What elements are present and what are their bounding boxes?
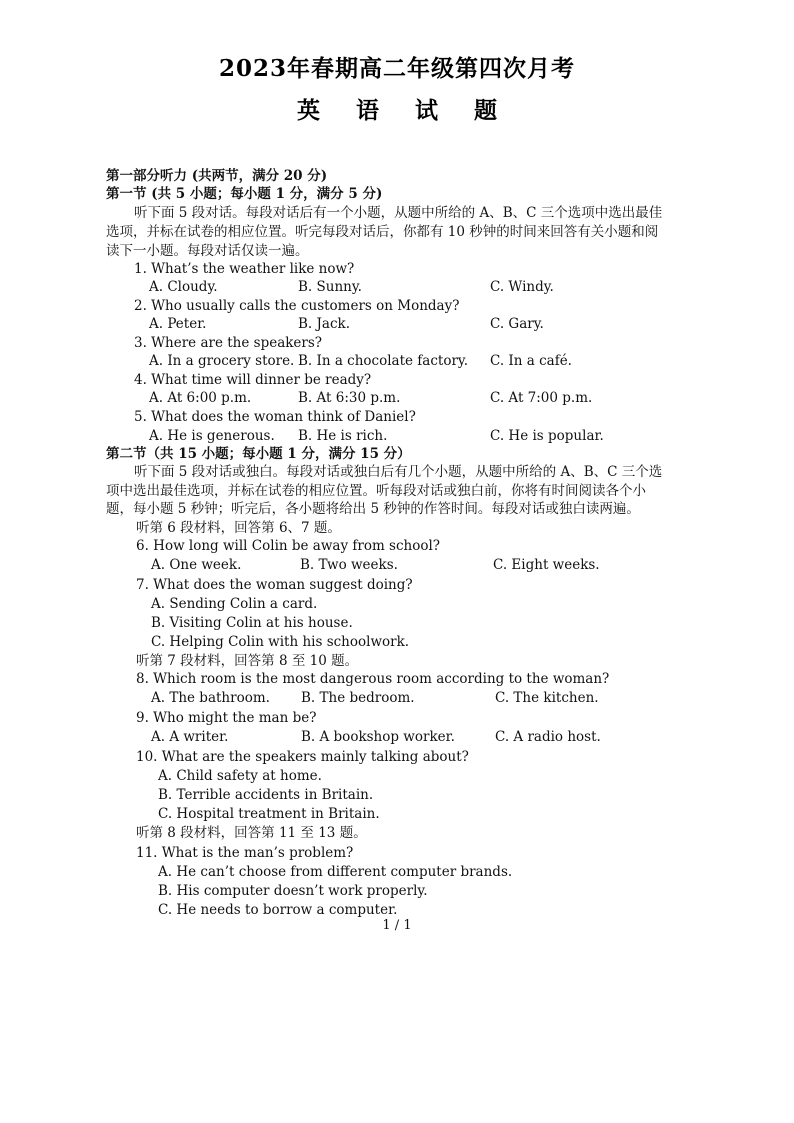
question-1-option-c: C. Windy. bbox=[490, 279, 554, 295]
material-7-note: 听第 7 段材料，回答第 8 至 10 题。 bbox=[136, 653, 359, 669]
material-8-note: 听第 8 段材料，回答第 11 至 13 题。 bbox=[136, 825, 367, 841]
question-9-option-b: B. A bookshop worker. bbox=[301, 729, 455, 745]
question-2-option-b: B. Jack. bbox=[298, 316, 350, 332]
question-10-option-c: C. Hospital treatment in Britain. bbox=[158, 806, 380, 822]
exam-subtitle: 英 语 试 题 bbox=[296, 97, 512, 124]
question-5-option-b: B. He is rich. bbox=[298, 428, 388, 444]
question-6-option-b: B. Two weeks. bbox=[300, 557, 398, 573]
exam-title: 2023年春期高二年级第四次月考 bbox=[218, 55, 575, 82]
question-1-option-a: A. Cloudy. bbox=[149, 279, 218, 295]
question-4-option-a: A. At 6:00 p.m. bbox=[149, 390, 252, 406]
question-3-option-b: B. In a chocolate factory. bbox=[298, 353, 469, 369]
question-1-stem: 1. What’s the weather like now? bbox=[134, 261, 355, 277]
question-7-option-b: B. Visiting Colin at his house. bbox=[151, 615, 353, 631]
question-4-stem: 4. What time will dinner be ready? bbox=[134, 372, 372, 388]
question-8-option-a: A. The bathroom. bbox=[151, 690, 270, 706]
question-11-option-a: A. He can’t choose from different computer brands. bbox=[158, 864, 513, 880]
question-8-option-c: C. The kitchen. bbox=[495, 690, 599, 706]
question-6-option-a: A. One week. bbox=[151, 557, 242, 573]
question-3-option-c: C. In a café. bbox=[490, 353, 572, 369]
question-5-stem: 5. What does the woman think of Daniel? bbox=[134, 409, 416, 425]
question-8-option-b: B. The bedroom. bbox=[301, 690, 415, 706]
question-1-option-b: B. Sunny. bbox=[298, 279, 362, 295]
question-11-option-c: C. He needs to borrow a computer. bbox=[158, 902, 398, 918]
material-6-note: 听第 6 段材料，回答第 6、7 题。 bbox=[136, 520, 341, 536]
question-5-option-a: A. He is generous. bbox=[149, 428, 275, 444]
section2-instruction-line: 题，每小题 5 秒钟；听完后，各小题将给出 5 秒钟的作答时间。每段对话或独白读两遍。 bbox=[106, 501, 640, 517]
question-6-option-c: C. Eight weeks. bbox=[493, 557, 600, 573]
section1-instruction-line: 选项，并标在试卷的相应位置。听完每段对话后，你都有 10 秒钟的时间来回答有关小题和阅 bbox=[106, 224, 659, 240]
section2-instruction-line: 项中选出最佳选项，并标在试卷的相应位置。听每段对话或独白前，你将有时间阅读各个小 bbox=[106, 483, 646, 499]
question-10-option-a: A. Child safety at home. bbox=[158, 768, 322, 784]
question-7-option-a: A. Sending Colin a card. bbox=[151, 596, 318, 612]
question-4-option-b: B. At 6:30 p.m. bbox=[298, 390, 401, 406]
question-4-option-c: C. At 7:00 p.m. bbox=[490, 390, 593, 406]
section2-heading: 第二节（共 15 小题；每小题 1 分，满分 15 分） bbox=[106, 446, 411, 462]
section1-heading: 第一节 (共 5 小题；每小题 1 分，满分 5 分) bbox=[106, 186, 383, 202]
question-9-option-c: C. A radio host. bbox=[495, 729, 601, 745]
question-7-stem: 7. What does the woman suggest doing? bbox=[136, 577, 413, 593]
question-5-option-c: C. He is popular. bbox=[490, 428, 604, 444]
question-7-option-c: C. Helping Colin with his schoolwork. bbox=[151, 634, 410, 650]
section1-instruction-line: 听下面 5 段对话。每段对话后有一个小题，从题中所给的 A、B、C 三个选项中选出最佳 bbox=[134, 205, 663, 221]
question-3-option-a: A. In a grocery store. bbox=[149, 353, 295, 369]
question-11-option-b: B. His computer doesn’t work properly. bbox=[158, 883, 428, 899]
section2-instruction-line: 听下面 5 段对话或独白。每段对话或独白后有几个小题，从题中所给的 A、B、C 三个选 bbox=[134, 464, 663, 480]
question-10-option-b: B. Terrible accidents in Britain. bbox=[158, 787, 374, 803]
question-11-stem: 11. What is the man’s problem? bbox=[136, 845, 354, 861]
part1-heading: 第一部分听力 (共两节，满分 20 分) bbox=[106, 168, 328, 184]
question-2-stem: 2. Who usually calls the customers on Monday? bbox=[134, 298, 460, 314]
section1-instruction-line: 读下一小题。每段对话仅读一遍。 bbox=[106, 243, 309, 259]
question-3-stem: 3. Where are the speakers? bbox=[134, 335, 323, 351]
question-9-option-a: A. A writer. bbox=[151, 729, 229, 745]
page-number: 1 / 1 bbox=[382, 918, 412, 933]
question-2-option-a: A. Peter. bbox=[149, 316, 207, 332]
question-9-stem: 9. Who might the man be? bbox=[136, 710, 317, 726]
question-10-stem: 10. What are the speakers mainly talking about? bbox=[136, 749, 469, 765]
question-6-stem: 6. How long will Colin be away from school? bbox=[136, 538, 441, 554]
question-2-option-c: C. Gary. bbox=[490, 316, 544, 332]
question-8-stem: 8. Which room is the most dangerous room according to the woman? bbox=[136, 671, 610, 687]
